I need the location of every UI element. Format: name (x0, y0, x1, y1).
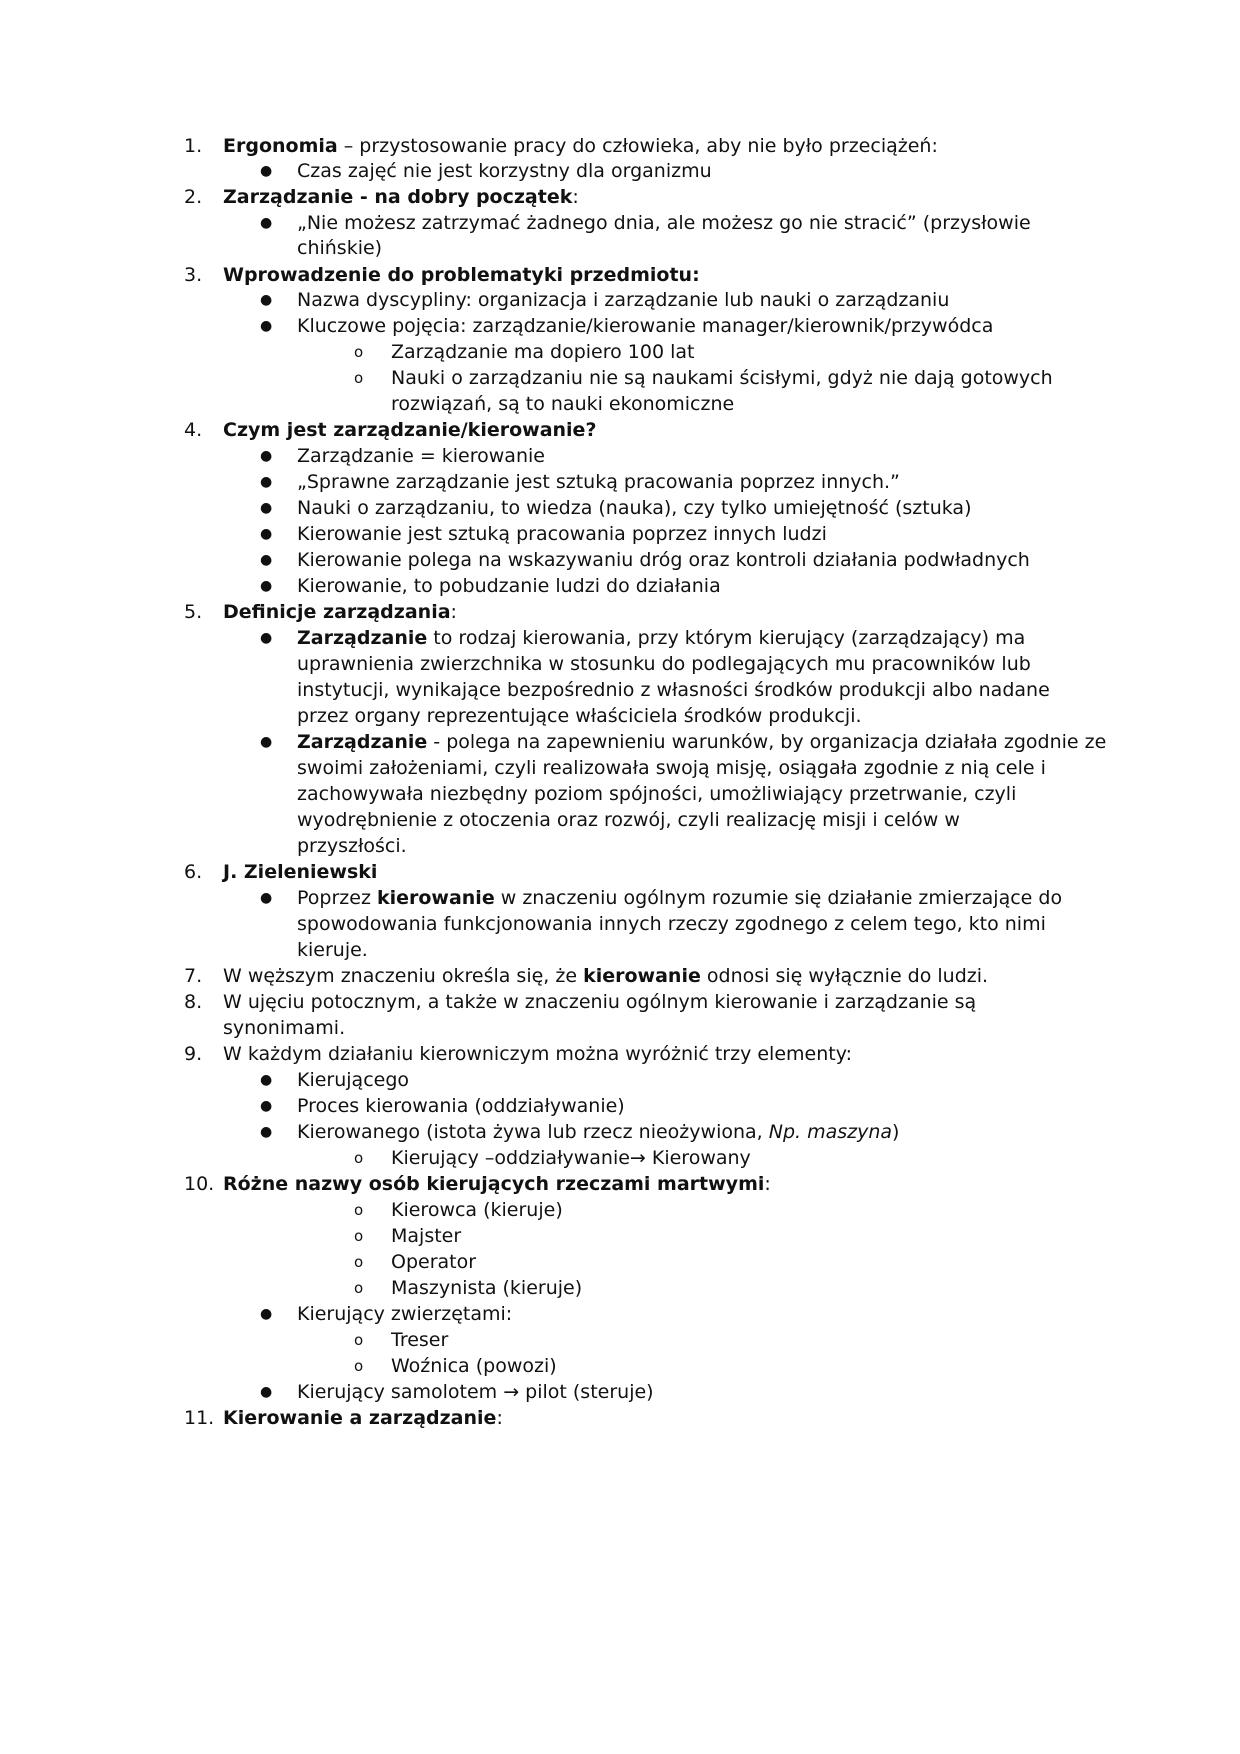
sub-bullet-icon: o (354, 1253, 364, 1271)
text-line (0, 962, 1240, 991)
bullet-icon: ● (260, 890, 273, 906)
line-text (223, 1170, 771, 1199)
text-run: wyodrębnienie z otoczenia oraz rozwój, czyli realizację misji i celów w (297, 809, 960, 831)
text-run: : (572, 186, 579, 208)
line-text (391, 1196, 563, 1225)
text-run: synonimami. (223, 1017, 346, 1039)
text-line (0, 1092, 1240, 1121)
text-run: spowodowania funkcjonowania innych rzeczy zgodnego z celem tego, kto nimi (297, 913, 1046, 935)
text-run: chińskie) (297, 237, 383, 259)
bullet-icon: ● (260, 292, 273, 308)
sub-bullet-icon: o (354, 1201, 364, 1219)
text-run: W każdym działaniu kierowniczym można wyróżnić trzy elementy: (223, 1043, 852, 1065)
line-text (223, 988, 976, 1017)
text-run: W ujęciu potocznym, a także w znaczeniu ogólnym kierowanie i zarządzanie są (223, 991, 977, 1013)
text-run: Poprzez (297, 887, 377, 909)
line-text (297, 1378, 654, 1407)
text-run: W węższym znaczeniu określa się, że (223, 965, 584, 987)
bullet-icon: ● (260, 1098, 273, 1114)
line-text (297, 884, 1062, 913)
text-line (0, 1144, 1240, 1173)
line-text (391, 1352, 557, 1381)
list-number: 10. (184, 1173, 215, 1195)
text-run: Proces kierowania (oddziaływanie) (297, 1095, 625, 1117)
text-run: zachowywała niezbędny poziom spójności, umożliwiający przetrwanie, czyli (297, 783, 1017, 805)
text-run: ) (892, 1121, 900, 1143)
text-line (0, 1378, 1240, 1407)
list-number: 2. (184, 186, 203, 208)
line-text (223, 1014, 345, 1043)
line-text (391, 1144, 751, 1173)
line-text (297, 1118, 899, 1147)
line-text (223, 416, 596, 445)
bullet-icon: ● (260, 526, 273, 542)
bullet-icon: ● (260, 318, 273, 334)
line-text (223, 962, 988, 991)
bullet-icon: ● (260, 474, 273, 490)
list-number: 5. (184, 601, 203, 623)
text-line (0, 988, 1240, 1017)
text-run: – przystosowanie pracy do człowieka, aby nie było przeciążeń: (337, 135, 938, 157)
text-line (0, 1404, 1240, 1433)
bold-text: Zarządzanie (297, 731, 428, 753)
text-run: - polega na zapewnieniu warunków, by organizacja działała zgodnie ze (427, 731, 1107, 753)
text-line (0, 494, 1240, 523)
text-line (0, 390, 1240, 419)
text-run: Kierujący –oddziaływanie→ Kierowany (391, 1147, 751, 1169)
text-line (0, 286, 1240, 315)
text-run: : (764, 1173, 771, 1195)
text-line (0, 520, 1240, 549)
text-run: kieruje. (297, 939, 368, 961)
sub-bullet-icon: o (354, 369, 364, 387)
line-text (297, 157, 712, 186)
bullet-icon: ● (260, 448, 273, 464)
line-text (297, 442, 545, 471)
text-line (0, 1300, 1240, 1329)
text-run: Treser (391, 1329, 449, 1351)
bold-text: kierowanie (376, 887, 495, 909)
text-line (0, 884, 1240, 913)
list-number: 9. (184, 1043, 203, 1065)
text-line (0, 338, 1240, 367)
text-line (0, 702, 1240, 731)
text-run: Nazwa dyscypliny: organizacja i zarządzanie lub nauki o zarządzaniu (297, 289, 950, 311)
line-text (297, 468, 900, 497)
line-text (297, 832, 407, 861)
text-line (0, 624, 1240, 653)
line-text (297, 624, 1025, 653)
text-run: przez organy reprezentujące właściciela środków produkcji. (297, 705, 862, 727)
text-run: Maszynista (kieruje) (391, 1277, 583, 1299)
line-text (223, 1404, 503, 1433)
text-run: „Nie możesz zatrzymać żadnego dnia, ale możesz go nie stracić” (przysłowie (297, 212, 1031, 234)
text-line (0, 806, 1240, 835)
text-line (0, 936, 1240, 965)
text-line (0, 1352, 1240, 1381)
text-line (0, 546, 1240, 575)
text-line (0, 157, 1240, 186)
text-line (0, 910, 1240, 939)
text-line (0, 1170, 1240, 1199)
bold-text: Wprowadzenie do problematyki przedmiotu: (223, 264, 700, 286)
list-number: 7. (184, 965, 203, 987)
line-text (297, 1300, 512, 1329)
text-line (0, 234, 1240, 263)
bullet-icon: ● (260, 163, 273, 179)
line-text (297, 312, 993, 341)
bullet-icon: ● (260, 1072, 273, 1088)
text-run: Kierowanego (istota żywa lub rzecz nieożywiona, (297, 1121, 769, 1143)
text-run: Woźnica (powozi) (391, 1355, 557, 1377)
line-text (223, 183, 579, 212)
line-text (297, 494, 971, 523)
line-text (391, 1326, 448, 1355)
bullet-icon: ● (260, 1124, 273, 1140)
line-text (297, 546, 1030, 575)
line-text (297, 520, 827, 549)
bold-text: Różne nazwy osób kierujących rzeczami martwymi (223, 1173, 765, 1195)
list-number: 6. (184, 861, 203, 883)
sub-bullet-icon: o (354, 1227, 364, 1245)
text-run: rozwiązań, są to nauki ekonomiczne (391, 393, 735, 415)
line-text (297, 910, 1046, 939)
text-run: : (450, 601, 457, 623)
text-line (0, 364, 1240, 393)
line-text (223, 858, 377, 887)
bold-text: Czym jest zarządzanie/kierowanie? (223, 419, 597, 441)
list-number: 4. (184, 419, 203, 441)
line-text (297, 650, 1031, 679)
sub-bullet-icon: o (354, 1331, 364, 1349)
text-run: Kierowanie jest sztuką pracowania poprzez innych ludzi (297, 523, 827, 545)
text-run: Kierowanie, to pobudzanie ludzi do działania (297, 575, 721, 597)
text-run: swoimi założeniami, czyli realizowała swoją misję, osiągała zgodnie z nią cele i (297, 757, 1046, 779)
text-line (0, 1014, 1240, 1043)
text-run: Czas zajęć nie jest korzystny dla organizmu (297, 160, 712, 182)
text-run: Majster (391, 1225, 462, 1247)
text-run: Kierującego (297, 1069, 410, 1091)
italic-text: Np. maszyna (768, 1121, 893, 1143)
text-line (0, 1118, 1240, 1147)
bullet-icon: ● (260, 578, 273, 594)
text-run: Zarządzanie = kierowanie (297, 445, 545, 467)
sub-bullet-icon: o (354, 1279, 364, 1297)
bold-text: Definicje zarządzania (223, 601, 451, 623)
text-line (0, 1066, 1240, 1095)
text-line (0, 754, 1240, 783)
list-number: 1. (184, 135, 203, 157)
text-line (0, 1326, 1240, 1355)
text-run: Nauki o zarządzaniu, to wiedza (nauka), czy tylko umiejętność (sztuka) (297, 497, 972, 519)
text-run: odnosi się wyłącznie do ludzi. (700, 965, 989, 987)
bold-text: Zarządzanie - na dobry początek (223, 186, 573, 208)
text-line (0, 183, 1240, 212)
text-run: Nauki o zarządzaniu nie są naukami ścisłymi, gdyż nie dają gotowych (391, 367, 1053, 389)
text-line (0, 676, 1240, 705)
text-run: Kierujący samolotem → pilot (steruje) (297, 1381, 654, 1403)
sub-bullet-icon: o (354, 343, 364, 361)
bullet-icon: ● (260, 1306, 273, 1322)
line-text (297, 780, 1016, 809)
line-text (297, 806, 960, 835)
line-text (297, 286, 949, 315)
line-text (297, 728, 1106, 757)
bullet-icon: ● (260, 215, 273, 231)
bold-text: J. Zieleniewski (223, 861, 378, 883)
text-line (0, 442, 1240, 471)
bullet-icon: ● (260, 630, 273, 646)
line-text (391, 338, 694, 367)
line-text (297, 702, 862, 731)
text-line (0, 858, 1240, 887)
bullet-icon: ● (260, 1384, 273, 1400)
bullet-icon: ● (260, 500, 273, 516)
text-line (0, 416, 1240, 445)
text-line (0, 312, 1240, 341)
text-run: : (496, 1407, 503, 1429)
text-run: Kierowca (kieruje) (391, 1199, 563, 1221)
text-line (0, 572, 1240, 601)
sub-bullet-icon: o (354, 1149, 364, 1167)
text-run: to rodzaj kierowania, przy którym kierujący (zarządzający) ma (427, 627, 1026, 649)
text-line (0, 728, 1240, 757)
list-number: 8. (184, 991, 203, 1013)
text-line (0, 1040, 1240, 1069)
bold-text: Zarządzanie (297, 627, 428, 649)
sub-bullet-icon: o (354, 1357, 364, 1375)
text-line (0, 468, 1240, 497)
line-text (297, 1066, 409, 1095)
bold-text: kierowanie (583, 965, 701, 987)
bold-text: Ergonomia (223, 135, 338, 157)
text-run: Kluczowe pojęcia: zarządzanie/kierowanie manager/kierownik/przywódca (297, 315, 994, 337)
line-text (297, 572, 721, 601)
text-run: instytucji, wynikające bezpośrednio z własności środków produkcji albo nadane (297, 679, 1050, 701)
line-text (223, 1040, 852, 1069)
text-line (0, 1222, 1240, 1251)
text-run: „Sprawne zarządzanie jest sztuką pracowania poprzez innych.” (297, 471, 900, 493)
line-text (297, 1092, 625, 1121)
text-line (0, 832, 1240, 861)
line-text (297, 234, 382, 263)
bullet-icon: ● (260, 552, 273, 568)
line-text (391, 1222, 461, 1251)
line-text (223, 598, 457, 627)
text-line (0, 1248, 1240, 1277)
line-text (297, 676, 1050, 705)
line-text (391, 1248, 476, 1277)
text-line (0, 1196, 1240, 1225)
text-run: Kierowanie polega na wskazywaniu dróg oraz kontroli działania podwładnych (297, 549, 1030, 571)
text-run: Operator (391, 1251, 477, 1273)
text-line (0, 1274, 1240, 1303)
text-line (0, 598, 1240, 627)
line-text (391, 390, 734, 419)
list-number: 11. (184, 1407, 215, 1429)
text-run: w znaczeniu ogólnym rozumie się działanie zmierzające do (494, 887, 1063, 909)
text-line (0, 650, 1240, 679)
text-run: Zarządzanie ma dopiero 100 lat (391, 341, 695, 363)
text-run: Kierujący zwierzętami: (297, 1303, 513, 1325)
bold-text: Kierowanie a zarządzanie (223, 1407, 497, 1429)
text-line (0, 780, 1240, 809)
line-text (297, 936, 368, 965)
line-text (391, 1274, 582, 1303)
line-text (391, 364, 1053, 393)
bullet-icon: ● (260, 734, 273, 750)
text-run: przyszłości. (297, 835, 407, 857)
text-run: uprawnienia zwierzchnika w stosunku do podlegających mu pracowników lub (297, 653, 1031, 675)
list-number: 3. (184, 264, 203, 286)
line-text (297, 754, 1046, 783)
